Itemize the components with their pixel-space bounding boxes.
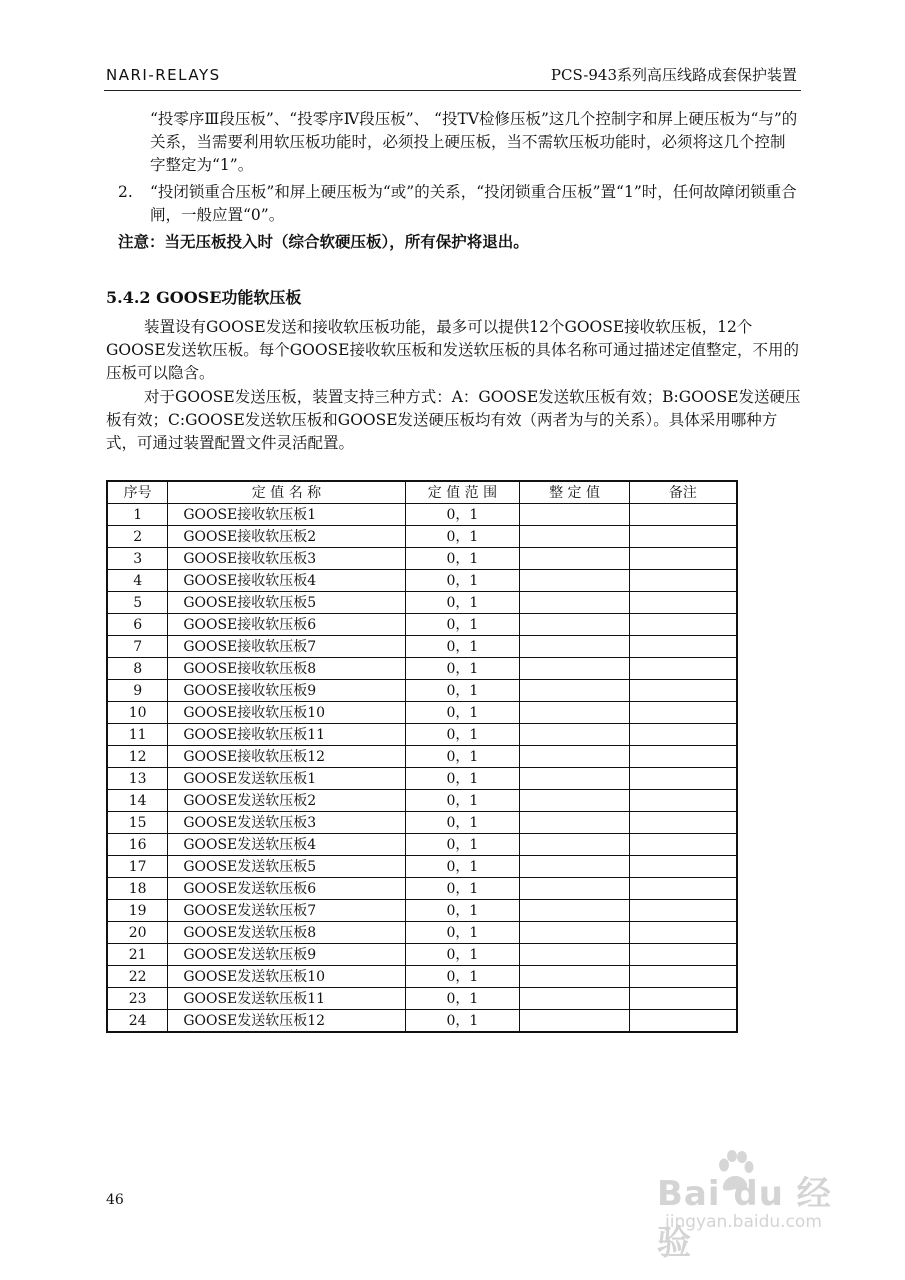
- cell-range: 0，1: [405, 504, 520, 526]
- page-number: 46: [106, 1192, 124, 1208]
- cell-name: GOOSE发送软压板3: [168, 812, 405, 834]
- header-brand: NARI-RELAYS: [106, 66, 221, 84]
- cell-note: [629, 900, 737, 922]
- cell-note: [629, 680, 737, 702]
- cell-note: [629, 988, 737, 1010]
- cell-range: 0，1: [405, 658, 520, 680]
- cell-note: [629, 1010, 737, 1033]
- col-header-name: 定 值 名 称: [168, 481, 405, 504]
- cell-value: [520, 834, 630, 856]
- cell-name: GOOSE发送软压板10: [168, 966, 405, 988]
- table-row: [107, 680, 737, 702]
- cell-value: [520, 768, 630, 790]
- cell-note: [629, 790, 737, 812]
- cell-note: [629, 658, 737, 680]
- paragraph-goose-overview: 装置设有GOOSE发送和接收软压板功能，最多可以提供12个GOOSE接收软压板，12个GOOSE发送软压板。每个GOOSE接收软压板和发送软压板的具体名称可通过描述定值整定，不用的压板可以隐含。: [106, 318, 799, 382]
- cell-range: 0，1: [405, 834, 520, 856]
- cell-name: GOOSE发送软压板12: [168, 1010, 405, 1033]
- cell-no: 15: [107, 812, 168, 834]
- header-document-title: PCS-943系列高压线路成套保护装置: [550, 66, 797, 84]
- cell-name: GOOSE接收软压板6: [168, 614, 405, 636]
- cell-name: GOOSE接收软压板7: [168, 636, 405, 658]
- table-row: [107, 900, 737, 922]
- cell-range: 0，1: [405, 878, 520, 900]
- cell-value: [520, 592, 630, 614]
- cell-no: 1: [107, 504, 168, 526]
- cell-value: [520, 614, 630, 636]
- cell-no: 14: [107, 790, 168, 812]
- col-header-range: 定 值 范 围: [405, 481, 520, 504]
- table-row: [107, 790, 737, 812]
- cell-range: 0，1: [405, 768, 520, 790]
- cell-name: GOOSE接收软压板2: [168, 526, 405, 548]
- table-header-row: [107, 481, 737, 504]
- cell-no: 13: [107, 768, 168, 790]
- cell-name: GOOSE接收软压板3: [168, 548, 405, 570]
- cell-value: [520, 988, 630, 1010]
- cell-note: [629, 702, 737, 724]
- cell-name: GOOSE接收软压板5: [168, 592, 405, 614]
- col-header-note: 备注: [629, 481, 737, 504]
- cell-range: 0，1: [405, 614, 520, 636]
- cell-name: GOOSE发送软压板11: [168, 988, 405, 1010]
- table-row: [107, 856, 737, 878]
- cell-no: 16: [107, 834, 168, 856]
- cell-range: 0，1: [405, 1010, 520, 1033]
- paragraph-goose-send-modes: 对于GOOSE发送压板，装置支持三种方式：A：GOOSE发送软压板有效；B:GOOSE发送硬压板有效；C:GOOSE发送软压板和GOOSE发送硬压板均有效（两者为与的关系）。具体采用哪种方式，可通过装置配置文件灵活配置。: [106, 388, 801, 452]
- table-body: [107, 504, 737, 1033]
- watermark: [657, 1150, 857, 1263]
- table-row: [107, 658, 737, 680]
- cell-no: 3: [107, 548, 168, 570]
- cell-value: [520, 900, 630, 922]
- table-row: [107, 966, 737, 988]
- cell-no: 8: [107, 658, 168, 680]
- table-row: [107, 1010, 737, 1033]
- cell-value: [520, 856, 630, 878]
- paragraph-control-words: “投零序Ⅲ段压板”、“投零序Ⅳ段压板”、 “投TV检修压板”这几个控制字和屏上硬压板为“与”的关系，当需要利用软压板功能时，必须投上硬压板，当不需软压板功能时，必须将这几个控制字整定为“1”。: [150, 110, 798, 174]
- cell-note: [629, 966, 737, 988]
- table-row: [107, 988, 737, 1010]
- table-row: [107, 746, 737, 768]
- cell-name: GOOSE接收软压板11: [168, 724, 405, 746]
- table-row: [107, 922, 737, 944]
- cell-no: 20: [107, 922, 168, 944]
- cell-name: GOOSE接收软压板12: [168, 746, 405, 768]
- cell-value: [520, 570, 630, 592]
- note-warning: 注意：当无压板投入时（综合软硬压板），所有保护将退出。: [118, 232, 529, 251]
- cell-value: [520, 526, 630, 548]
- cell-value: [520, 724, 630, 746]
- cell-range: 0，1: [405, 944, 520, 966]
- cell-range: 0，1: [405, 526, 520, 548]
- cell-note: [629, 812, 737, 834]
- table-row: [107, 702, 737, 724]
- table-row: [107, 636, 737, 658]
- cell-name: GOOSE发送软压板9: [168, 944, 405, 966]
- cell-range: 0，1: [405, 900, 520, 922]
- cell-range: 0，1: [405, 592, 520, 614]
- cell-note: [629, 746, 737, 768]
- col-header-no: 序号: [107, 481, 168, 504]
- cell-name: GOOSE发送软压板5: [168, 856, 405, 878]
- cell-range: 0，1: [405, 812, 520, 834]
- cell-note: [629, 724, 737, 746]
- paragraph-block-reclose: “投闭锁重合压板”和屏上硬压板为“或”的关系，“投闭锁重合压板”置“1”时，任何故障闭锁重合闸，一般应置“0”。: [150, 183, 797, 224]
- cell-note: [629, 614, 737, 636]
- cell-value: [520, 636, 630, 658]
- cell-name: GOOSE接收软压板4: [168, 570, 405, 592]
- cell-note: [629, 878, 737, 900]
- table-row: [107, 614, 737, 636]
- cell-no: 17: [107, 856, 168, 878]
- cell-range: 0，1: [405, 680, 520, 702]
- cell-name: GOOSE发送软压板2: [168, 790, 405, 812]
- cell-range: 0，1: [405, 966, 520, 988]
- cell-no: 6: [107, 614, 168, 636]
- cell-value: [520, 504, 630, 526]
- cell-no: 11: [107, 724, 168, 746]
- table-row: [107, 504, 737, 526]
- cell-no: 4: [107, 570, 168, 592]
- cell-value: [520, 548, 630, 570]
- cell-range: 0，1: [405, 570, 520, 592]
- cell-note: [629, 768, 737, 790]
- table-row: [107, 548, 737, 570]
- table-row: [107, 724, 737, 746]
- cell-range: 0，1: [405, 790, 520, 812]
- cell-value: [520, 966, 630, 988]
- table-row: [107, 878, 737, 900]
- cell-note: [629, 570, 737, 592]
- cell-range: 0，1: [405, 548, 520, 570]
- cell-no: 12: [107, 746, 168, 768]
- cell-range: 0，1: [405, 856, 520, 878]
- cell-note: [629, 526, 737, 548]
- cell-name: GOOSE发送软压板8: [168, 922, 405, 944]
- cell-note: [629, 504, 737, 526]
- cell-name: GOOSE接收软压板9: [168, 680, 405, 702]
- cell-note: [629, 922, 737, 944]
- cell-value: [520, 812, 630, 834]
- cell-name: GOOSE接收软压板10: [168, 702, 405, 724]
- cell-range: 0，1: [405, 746, 520, 768]
- cell-no: 19: [107, 900, 168, 922]
- watermark-brand: Bai du 经验: [657, 1174, 832, 1263]
- cell-value: [520, 944, 630, 966]
- cell-name: GOOSE发送软压板7: [168, 900, 405, 922]
- cell-note: [629, 834, 737, 856]
- cell-no: 9: [107, 680, 168, 702]
- cell-range: 0，1: [405, 922, 520, 944]
- cell-value: [520, 878, 630, 900]
- cell-range: 0，1: [405, 636, 520, 658]
- cell-value: [520, 1010, 630, 1033]
- cell-range: 0，1: [405, 724, 520, 746]
- cell-value: [520, 702, 630, 724]
- cell-no: 18: [107, 878, 168, 900]
- table-row: [107, 592, 737, 614]
- table-row: [107, 812, 737, 834]
- cell-name: GOOSE接收软压板8: [168, 658, 405, 680]
- cell-no: 23: [107, 988, 168, 1010]
- col-header-value: 整 定 值: [520, 481, 630, 504]
- cell-note: [629, 592, 737, 614]
- cell-name: GOOSE接收软压板1: [168, 504, 405, 526]
- cell-name: GOOSE发送软压板1: [168, 768, 405, 790]
- cell-value: [520, 790, 630, 812]
- cell-no: 5: [107, 592, 168, 614]
- header-divider: [104, 90, 801, 91]
- table-row: [107, 834, 737, 856]
- cell-no: 7: [107, 636, 168, 658]
- cell-no: 21: [107, 944, 168, 966]
- cell-no: 2: [107, 526, 168, 548]
- list-number-2: 2.: [118, 183, 133, 201]
- watermark-url: jingyan.baidu.com: [665, 1212, 822, 1232]
- cell-note: [629, 856, 737, 878]
- cell-range: 0，1: [405, 702, 520, 724]
- cell-name: GOOSE发送软压板6: [168, 878, 405, 900]
- cell-name: GOOSE发送软压板4: [168, 834, 405, 856]
- cell-no: 10: [107, 702, 168, 724]
- section-heading: 5.4.2 GOOSE功能软压板: [106, 288, 302, 307]
- cell-no: 22: [107, 966, 168, 988]
- cell-note: [629, 636, 737, 658]
- table-row: [107, 526, 737, 548]
- cell-no: 24: [107, 1010, 168, 1033]
- cell-note: [629, 944, 737, 966]
- cell-note: [629, 548, 737, 570]
- cell-value: [520, 680, 630, 702]
- cell-value: [520, 658, 630, 680]
- settings-table: [106, 480, 738, 1033]
- cell-value: [520, 746, 630, 768]
- cell-value: [520, 922, 630, 944]
- cell-range: 0，1: [405, 988, 520, 1010]
- table-row: [107, 768, 737, 790]
- table-row: [107, 944, 737, 966]
- table-row: [107, 570, 737, 592]
